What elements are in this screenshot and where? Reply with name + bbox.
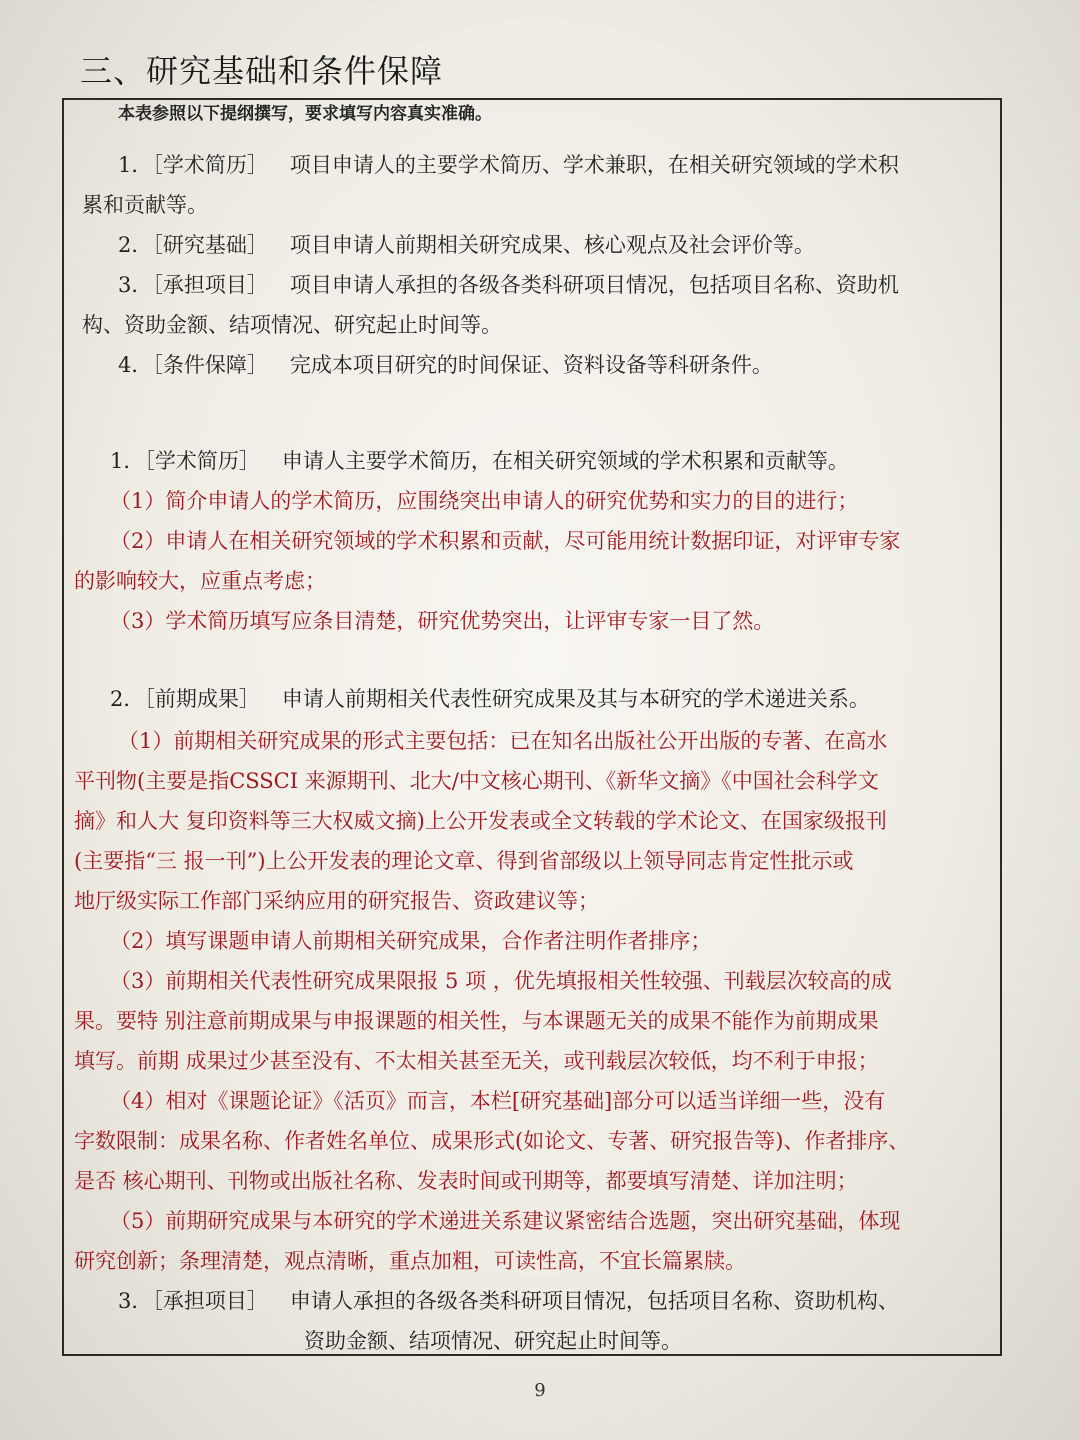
outline-item-3 [118, 271, 899, 299]
sec2-point-3-cont-1: 果。要特 别注意前期成果与申报课题的相关性，与本课题无关的成果不能作为前期成果 [74, 1009, 879, 1033]
sec2-point-5: （5）前期研究成果与本研究的学术递进关系建议紧密结合选题，突出研究基础，体现 [110, 1209, 901, 1233]
outline-item-2-term: ［研究基础］ [152, 233, 268, 257]
sec3-heading [118, 1287, 899, 1315]
sec2-point-1-cont-4: 地厅级实际工作部门采纳应用的研究报告、资政建议等； [74, 889, 599, 913]
sec2-point-4-cont-1: 字数限制：成果名称、作者姓名单位、成果形式(如论文、专著、研究报告等)、作者排序、 [74, 1129, 910, 1153]
sec2-point-3: （3）前期相关代表性研究成果限报 5 项 ，优先填报相关性较强、刊载层次较高的成 [110, 969, 892, 993]
sec1-point-2: （2）申请人在相关研究领域的学术积累和贡献，尽可能用统计数据印证，对评审专家 [110, 529, 901, 553]
intro-note: 本表参照以下提纲撰写，要求填写内容真实准确。 [118, 104, 492, 124]
sec2-heading-number: 2． [110, 687, 145, 711]
sec2-point-2: （2）填写课题申请人前期相关研究成果，合作者注明作者排序； [110, 929, 712, 953]
sec3-heading-cont: 资助金额、结项情况、研究起止时间等。 [304, 1329, 682, 1353]
sec3-heading-number: 3． [118, 1289, 153, 1313]
outline-item-4-text: 完成本项目研究的时间保证、资料设备等科研条件。 [289, 353, 773, 377]
sec1-heading-number: 1． [110, 449, 145, 473]
sec3-heading-text: 申请人承担的各级各类科研项目情况，包括项目名称、资助机构、 [289, 1289, 899, 1313]
page-number: 9 [534, 1380, 546, 1401]
sec2-point-4-cont-2: 是否 核心期刊、刊物或出版社名称、发表时间或刊期等，都要填写清楚、详加注明； [74, 1169, 858, 1193]
sec1-point-3: （3）学术简历填写应条目清楚，研究优势突出，让评审专家一目了然。 [110, 609, 775, 633]
sec2-point-1-cont-2: 摘》和人大 复印资料等三大权威文摘)上公开发表或全文转载的学术论文、在国家级报刊 [74, 809, 887, 833]
outline-item-3-number: 3． [118, 273, 153, 297]
sec2-heading [110, 685, 870, 713]
outline-item-4-term: ［条件保障］ [152, 353, 268, 377]
sec3-heading-term: ［承担项目］ [152, 1289, 268, 1313]
outline-item-1-number: 1． [118, 153, 153, 177]
outline-item-2-number: 2． [118, 233, 153, 257]
sec2-point-4: （4）相对《课题论证》《活页》而言，本栏[研究基础]部分可以适当详细一些，没有 [110, 1089, 886, 1113]
outline-item-1-text: 项目申请人的主要学术简历、学术兼职，在相关研究领域的学术积 [289, 153, 899, 177]
outline-item-4 [118, 351, 773, 379]
sec2-point-1-cont-1: 平刊物(主要是指CSSCI 来源期刊、北大/中文核心期刊、《新华文摘》《中国社会科学文 [74, 769, 879, 793]
sec2-point-1: （1）前期相关研究成果的形式主要包括：已在知名出版社公开出版的专著、在高水 [118, 729, 888, 753]
outline-item-1-term: ［学术简历］ [152, 153, 268, 177]
sec2-point-3-cont-2: 填写。前期 成果过少甚至没有、不太相关甚至无关，或刊载层次较低，均不利于申报； [74, 1049, 879, 1073]
sec2-heading-term: ［前期成果］ [144, 687, 260, 711]
sec2-heading-text: 申请人前期相关代表性研究成果及其与本研究的学术递进关系。 [281, 687, 870, 711]
sec2-point-1-cont-3: (主要指“三 报一刊”)上公开发表的理论文章、得到省部级以上领导同志肯定性批示或 [74, 849, 854, 873]
section-title: 三、研究基础和条件保障 [80, 52, 444, 90]
sec1-heading-term: ［学术简历］ [144, 449, 260, 473]
outline-item-4-number: 4． [118, 353, 153, 377]
outline-item-3-text: 项目申请人承担的各级各类科研项目情况，包括项目名称、资助机 [289, 273, 899, 297]
outline-item-2 [118, 231, 815, 259]
sec1-heading [110, 447, 849, 475]
sec1-point-2-cont: 的影响较大，应重点考虑； [74, 569, 326, 593]
outline-item-1 [118, 151, 899, 179]
outline-item-2-text: 项目申请人前期相关研究成果、核心观点及社会评价等。 [289, 233, 815, 257]
outline-item-1-cont: 累和贡献等。 [82, 193, 208, 217]
outline-item-3-term: ［承担项目］ [152, 273, 268, 297]
outline-item-3-cont: 构、资助金额、结项情况、研究起止时间等。 [82, 313, 502, 337]
sec1-heading-text: 申请人主要学术简历，在相关研究领域的学术积累和贡献等。 [281, 449, 849, 473]
sec1-point-1: （1）简介申请人的学术简历，应围绕突出申请人的研究优势和实力的目的进行； [110, 489, 859, 513]
sec2-point-5-cont: 研究创新；条理清楚，观点清晰，重点加粗，可读性高，不宜长篇累牍。 [74, 1249, 746, 1273]
